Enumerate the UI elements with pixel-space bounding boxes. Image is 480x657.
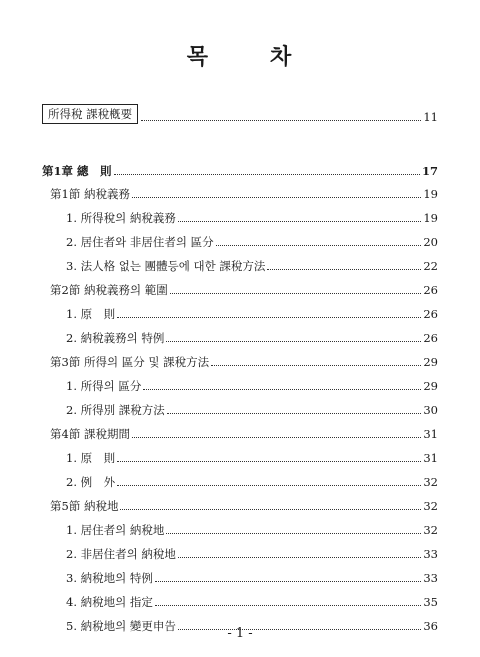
- toc-page-number: 17: [421, 164, 438, 178]
- leader-dots: [178, 557, 421, 558]
- toc-page-number: 11: [423, 110, 438, 124]
- toc-page-number: 19: [423, 211, 438, 225]
- toc-entry-item: [66, 589, 438, 609]
- toc-label: 第3節 所得의 區分 및 課稅方法: [50, 355, 210, 369]
- toc-label: 第5節 納稅地: [50, 499, 119, 513]
- toc-page-number: 26: [423, 307, 438, 321]
- toc-page-number: 31: [423, 451, 438, 465]
- toc-label: 1. 原 則: [66, 307, 116, 321]
- leader-dots: [155, 581, 421, 582]
- toc-entry-section: [50, 181, 438, 201]
- leader-dots: [141, 120, 421, 121]
- toc-page-number: 19: [423, 187, 438, 201]
- toc-label: 4. 納稅地의 指定: [66, 595, 153, 609]
- toc-entry-item: [66, 469, 438, 489]
- toc-entry-item: [66, 253, 438, 273]
- toc-entry-item: [66, 325, 438, 345]
- toc-label: 1. 所得의 區分: [66, 379, 142, 393]
- toc-page-number: 30: [423, 403, 438, 417]
- page-title: [0, 40, 480, 71]
- toc-page-number: 33: [423, 547, 438, 561]
- toc-entry-section: [50, 349, 438, 369]
- leader-dots: [166, 533, 421, 534]
- toc-label: 2. 所得別 課稅方法: [66, 403, 165, 417]
- toc-label: 2. 例 外: [66, 475, 116, 489]
- leader-dots: [167, 413, 422, 414]
- toc-page-number: 29: [423, 379, 438, 393]
- leader-dots: [267, 269, 421, 270]
- toc-label: 3. 納稅地의 特例: [66, 571, 153, 585]
- toc-entry-overview: [42, 104, 438, 124]
- toc-entry-section: [50, 277, 438, 297]
- leader-dots: [166, 341, 421, 342]
- toc-label: 3. 法人格 없는 團體등에 대한 課稅方法: [66, 259, 266, 273]
- toc-entry-chapter: [42, 158, 438, 178]
- toc-entry-section: [50, 493, 438, 513]
- toc-label: 第4節 課稅期間: [50, 427, 130, 441]
- leader-dots: [132, 197, 421, 198]
- toc-label: 第1節 納稅義務: [50, 187, 130, 201]
- toc-page-number: 22: [423, 259, 438, 273]
- title-part-1: 목: [186, 44, 210, 70]
- leader-dots: [155, 605, 421, 606]
- leader-dots: [170, 293, 422, 294]
- toc-page-number: 35: [423, 595, 438, 609]
- toc-page-number: 33: [423, 571, 438, 585]
- toc-page-number: 20: [423, 235, 438, 249]
- toc-entry-item: [66, 229, 438, 249]
- toc-page-number: 32: [423, 499, 438, 513]
- toc-entry-section: [50, 421, 438, 441]
- leader-dots: [120, 509, 421, 510]
- toc-entry-item: [66, 205, 438, 225]
- leader-dots: [117, 317, 421, 318]
- toc-label: 2. 納稅義務의 特例: [66, 331, 165, 345]
- toc-page-number: 29: [423, 355, 438, 369]
- toc-page-number: 32: [423, 523, 438, 537]
- toc-label: 2. 居住者와 非居住者의 區分: [66, 235, 214, 249]
- toc-entry-item: [66, 373, 438, 393]
- leader-dots: [117, 461, 421, 462]
- toc-page-number: 36: [423, 619, 438, 633]
- leader-dots: [117, 485, 421, 486]
- toc-label: 第2節 納稅義務의 範圍: [50, 283, 168, 297]
- leader-dots: [211, 365, 421, 366]
- toc-page-number: 26: [423, 283, 438, 297]
- leader-dots: [114, 174, 420, 175]
- toc-label: 所得稅 課稅槪要: [42, 104, 138, 124]
- toc-entry-item: [66, 517, 438, 537]
- toc-entry-item: [66, 397, 438, 417]
- toc-label: 5. 納稅地의 變更申告: [66, 619, 176, 633]
- toc-page-number: 31: [423, 427, 438, 441]
- toc-label: 2. 非居住者의 納稅地: [66, 547, 176, 561]
- leader-dots: [178, 221, 421, 222]
- page-number-footer: - 1 -: [227, 626, 253, 641]
- toc-entry-item: [66, 541, 438, 561]
- toc-page-number: 26: [423, 331, 438, 345]
- toc-entry-item: [66, 445, 438, 465]
- toc-entry-item: [66, 565, 438, 585]
- leader-dots: [216, 245, 422, 246]
- leader-dots: [143, 389, 421, 390]
- leader-dots: [132, 437, 421, 438]
- toc-entry-item: [66, 301, 438, 321]
- title-part-2: 차: [270, 44, 294, 70]
- toc-label: 1. 原 則: [66, 451, 116, 465]
- toc-page-number: 32: [423, 475, 438, 489]
- toc-label: 1. 居住者의 納稅地: [66, 523, 165, 537]
- toc-label: 1. 所得稅의 納稅義務: [66, 211, 176, 225]
- toc-label: 第1章 總 則: [42, 164, 112, 178]
